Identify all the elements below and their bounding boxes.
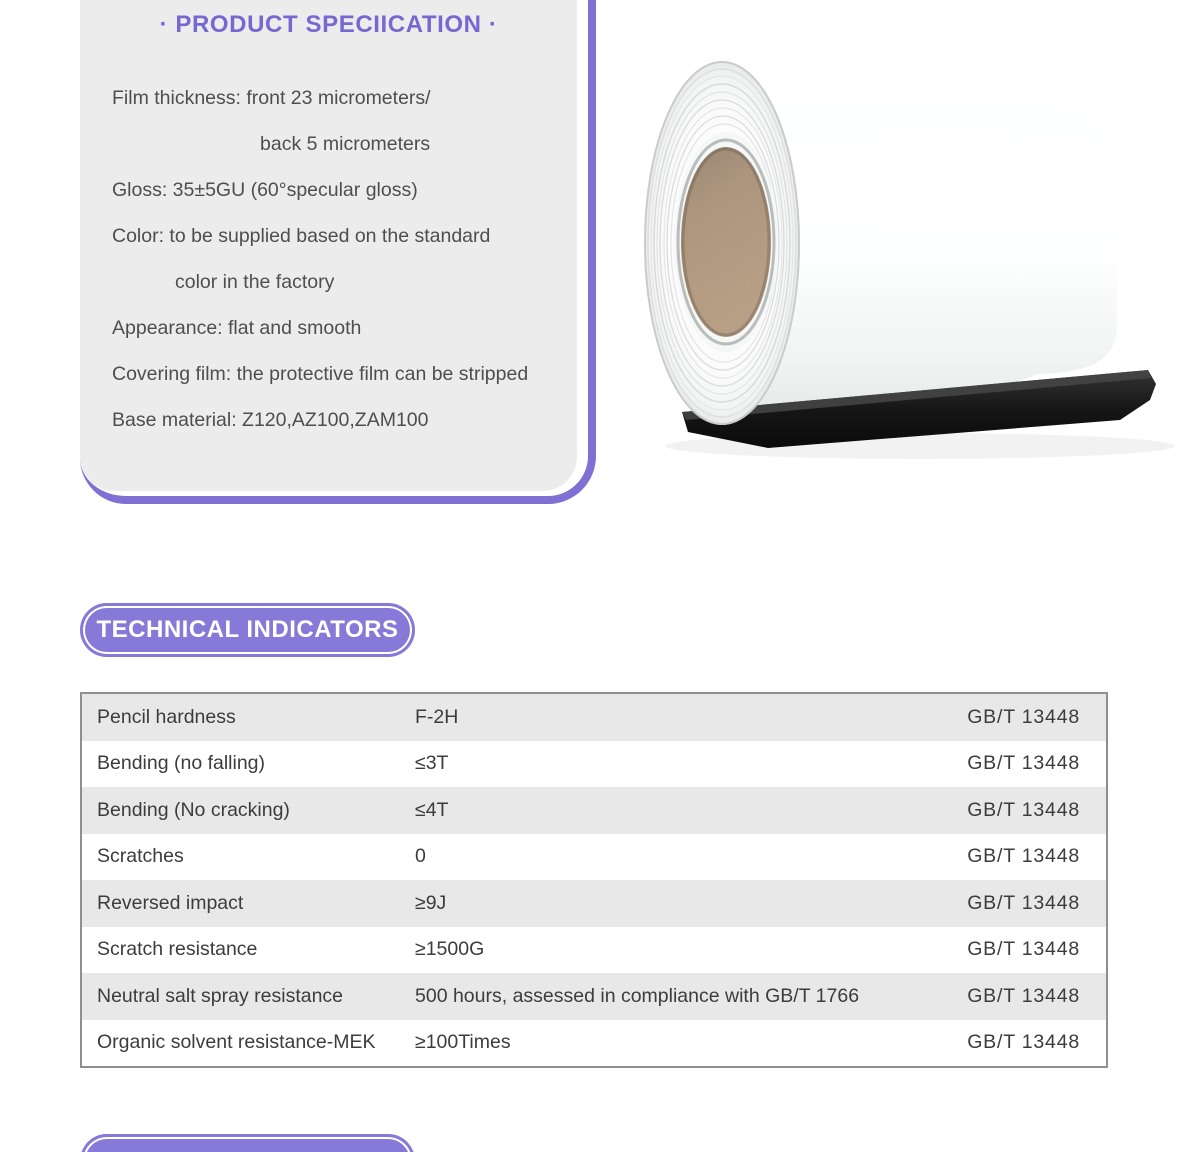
product-specification-card [80,0,596,504]
table-cell-value: ≥100Times [415,1031,511,1054]
table-row [82,694,1106,741]
table-cell-property: Pencil hardness [97,705,236,728]
next-section-heading [80,1134,415,1152]
table-row [82,834,1106,881]
table-cell-value: 0 [415,845,426,868]
spec-line: Gloss: 35±5GU (60°specular gloss) [112,179,418,201]
table-cell-standard: GB/T 13448 [967,1031,1080,1054]
table-cell-property: Reversed impact [97,891,244,914]
product-specification-title: · PRODUCT SPECIICATION · [159,11,498,38]
table-cell-property: Bending (No cracking) [97,798,290,821]
steel-coil-image [600,38,1180,468]
table-row [82,973,1106,1020]
table-cell-value: ≥9J [415,891,447,914]
table-cell-standard: GB/T 13448 [967,938,1080,961]
coil-core [681,147,771,337]
table-row [82,787,1106,834]
table-cell-standard: GB/T 13448 [967,798,1080,821]
spec-line: Base material: Z120,AZ100,ZAM100 [112,409,429,431]
table-cell-value: ≥1500G [415,938,485,961]
table-cell-standard: GB/T 13448 [967,845,1080,868]
spec-line: Film thickness: front 23 micrometers/ [112,87,431,109]
table-cell-standard: GB/T 13448 [967,752,1080,775]
spec-line: color in the factory [175,271,335,293]
table-cell-standard: GB/T 13448 [967,891,1080,914]
table-cell-property: Scratches [97,845,184,868]
table-cell-standard: GB/T 13448 [967,984,1080,1007]
technical-indicators-table [80,692,1108,1068]
spec-lines [80,75,577,443]
spec-line: Color: to be supplied based on the standard [112,225,491,247]
table-row [82,741,1106,788]
product-specification-card-body [80,0,577,491]
technical-indicators-heading: TECHNICAL INDICATORS [80,603,415,657]
coil-face [644,61,800,425]
table-cell-property: Organic solvent resistance-MEK [97,1031,376,1054]
table-row [82,927,1106,974]
spec-line: Appearance: flat and smooth [112,317,362,339]
table-cell-value: ≤3T [415,752,449,775]
spec-line: Covering film: the protective film can be stripped [112,363,529,385]
table-row [82,1020,1106,1067]
table-cell-value: F-2H [415,705,459,728]
table-cell-property: Bending (no falling) [97,752,266,775]
spec-line: back 5 micrometers [260,133,431,155]
table-cell-value: ≤4T [415,798,449,821]
table-cell-value: 500 hours, assessed in compliance with GB/T 1766 [415,984,860,1007]
table-cell-property: Scratch resistance [97,938,258,961]
table-cell-property: Neutral salt spray resistance [97,984,344,1007]
table-row [82,880,1106,927]
table-cell-standard: GB/T 13448 [967,705,1080,728]
